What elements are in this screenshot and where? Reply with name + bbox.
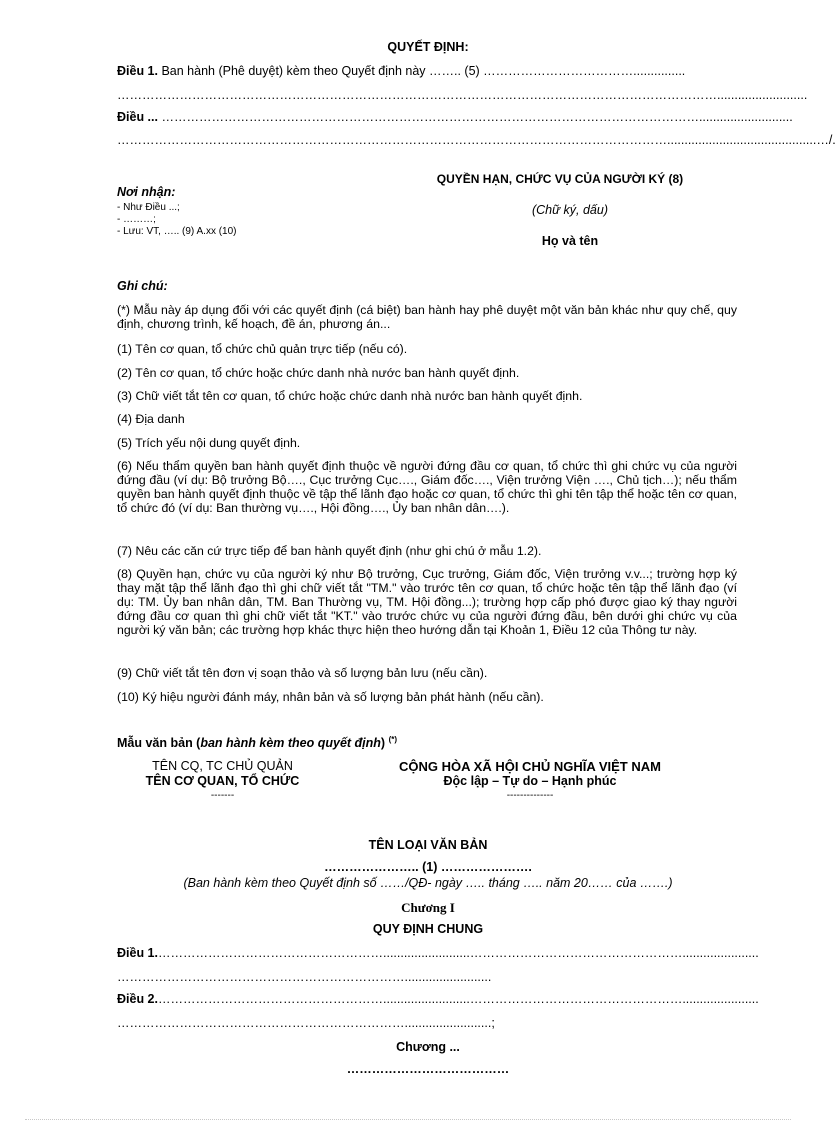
chapter-n-heading: Chương ... — [396, 1040, 460, 1054]
note-item: (1) Tên cơ quan, tổ chức chủ quản trực tiếp (nếu có). — [117, 342, 408, 356]
section-article-2-cont: …………………………………………………………….........................; — [117, 1016, 495, 1030]
note-item: (4) Địa danh — [117, 412, 185, 426]
org-name: TÊN CƠ QUAN, TỔ CHỨC — [145, 774, 300, 788]
note-item: (9) Chữ viết tắt tên đơn vị soạn thảo và số lượng bản lưu (nếu cần). — [117, 666, 488, 680]
template-title — [117, 735, 397, 750]
note-item: (3) Chữ viết tắt tên cơ quan, tổ chức hoặc chức danh nhà nước ban hành quyết định. — [117, 389, 583, 403]
note-item: (7) Nêu các căn cứ trực tiếp để ban hành quyết định (như ghi chú ở mẫu 1.2). — [117, 544, 542, 558]
country-motto: Độc lập – Tự do – Hạnh phúc — [443, 774, 617, 788]
article-1-text: Ban hành (Phê duyệt) kèm theo Quyết định này …….. (5) ………………………………............... — [158, 64, 686, 78]
country-name: CỘNG HÒA XÃ HỘI CHỦ NGHĨA VIỆT NAM — [399, 759, 661, 774]
section-article-1-label: Điều 1. — [117, 946, 158, 960]
recipients-label: Nơi nhận: — [117, 185, 176, 199]
signer-title: QUYỀN HẠN, CHỨC VỤ CỦA NGƯỜI KÝ (8) — [436, 172, 684, 186]
section-article-2 — [117, 992, 759, 1007]
note-item: (10) Ký hiệu người đánh máy, nhân bản và số lượng bản phát hành (nếu cần). — [117, 690, 544, 704]
template-title-italic: ban hành kèm theo quyết định — [200, 736, 381, 751]
org-parent: TÊN CQ, TC CHỦ QUẢN — [152, 759, 293, 773]
motto-rule: -------------- — [506, 790, 554, 801]
recipient-item: - Như Điều ...; — [117, 202, 180, 213]
note-item: (*) Mẫu này áp dụng đối với các quyết định (cá biệt) ban hành hay phê duyệt một văn bản khác như quy chế, quy định, chương trình, kế hoạch, đề án, phương án... — [117, 303, 737, 331]
article-1-line — [117, 64, 739, 79]
template-title-prefix: Mẫu văn bản ( — [117, 736, 201, 751]
recipients-list — [117, 202, 237, 238]
chapter-n-title: ………………………………… — [346, 1062, 510, 1076]
section-article-2-label: Điều 2. — [117, 992, 158, 1006]
recipient-item: - ………; — [117, 214, 156, 225]
article-n-label: Điều ... — [117, 110, 158, 124]
article-n-dots: …………………………………………………………………………………………………………………........................... — [157, 110, 793, 124]
notes-label: Ghi chú: — [117, 279, 168, 293]
article-1-label: Điều 1. — [117, 64, 158, 78]
note-item: (5) Trích yếu nội dung quyết định. — [117, 436, 301, 450]
doc-issue-line: (Ban hành kèm theo Quyết định số ……/QĐ- ngày ….. tháng ….. năm 20…… của …….) — [183, 876, 673, 890]
section-article-1-dots: ……………………………………………….........................……………………………………………...................... — [158, 946, 759, 960]
page-bottom-rule — [25, 1119, 791, 1120]
chapter-1-title: QUY ĐỊNH CHUNG — [372, 922, 484, 936]
dotted-line-end: ……………………………………………………………………………………………………………………...........................................…/. — [117, 133, 836, 147]
signature-note: (Chữ ký, dấu) — [531, 203, 608, 217]
recipient-item: - Lưu: VT, ….. (9) A.xx (10) — [117, 226, 237, 237]
chapter-1-heading: Chương I — [401, 900, 455, 915]
doc-subtitle: ………………….. (1) …………………. — [324, 860, 532, 874]
article-n-line — [117, 110, 793, 125]
note-item: (2) Tên cơ quan, tổ chức hoặc chức danh nhà nước ban hành quyết định. — [117, 366, 520, 380]
signer-name: Họ và tên — [541, 234, 599, 248]
note-item: (6) Nếu thẩm quyền ban hành quyết định thuộc về người đứng đầu cơ quan, tổ chức thì ghi chức vụ của người đứng đầu (ví dụ: Bộ trưởng Bộ…., Cục trưởng Cục…., Giám đốc…., Viện trưởng Viện …., Chủ tịch…); nếu thẩm quyền ban hành quyết định thuộc về tập thể lãnh đạo hoặc cơ quan, tổ chức thì ghi tên tập thể hoặc tên cơ quan, tổ chức đó (ví dụ: Ban thường vụ…., Hội đồng…., Ủy ban nhân dân….). — [117, 459, 737, 515]
section-article-1 — [117, 946, 759, 961]
template-title-sup: (*) — [388, 735, 398, 744]
dotted-line: ……………………………………………………………………………………………………………………………….......................... — [117, 88, 808, 102]
decision-heading: QUYẾT ĐỊNH: — [387, 40, 469, 54]
section-article-1-cont: ……………………………………………………………......................... — [117, 970, 492, 984]
doc-type-title: TÊN LOẠI VĂN BẢN — [368, 838, 488, 852]
template-title-suffix: ) — [380, 736, 386, 751]
org-rule: ------- — [210, 790, 235, 801]
note-item: (8) Quyền hạn, chức vụ của người ký như Bộ trưởng, Cục trưởng, Giám đốc, Viện trưởng v.v...; trường hợp ký thay mặt tập thể lãnh đạo thì ghi chữ viết tắt "TM." vào trước tên cơ quan, tổ chức hoặc tên tập thể lãnh đạo (ví dụ: TM. Ủy ban nhân dân, TM. Ban Thường vụ, TM. Hội đồng...); trường hợp cấp phó được giao ký thay người đứng đầu cơ quan thì ghi chữ viết tắt "KT." vào trước chức vụ của người đứng đầu, bên dưới ghi chức vụ của người ký văn bản; các trường hợp khác thực hiện theo hướng dẫn tại Khoản 1, Điều 12 của Thông tư này. — [117, 567, 737, 637]
section-article-2-dots: ……………………………………………….........................……………………………………………...................... — [158, 992, 759, 1006]
